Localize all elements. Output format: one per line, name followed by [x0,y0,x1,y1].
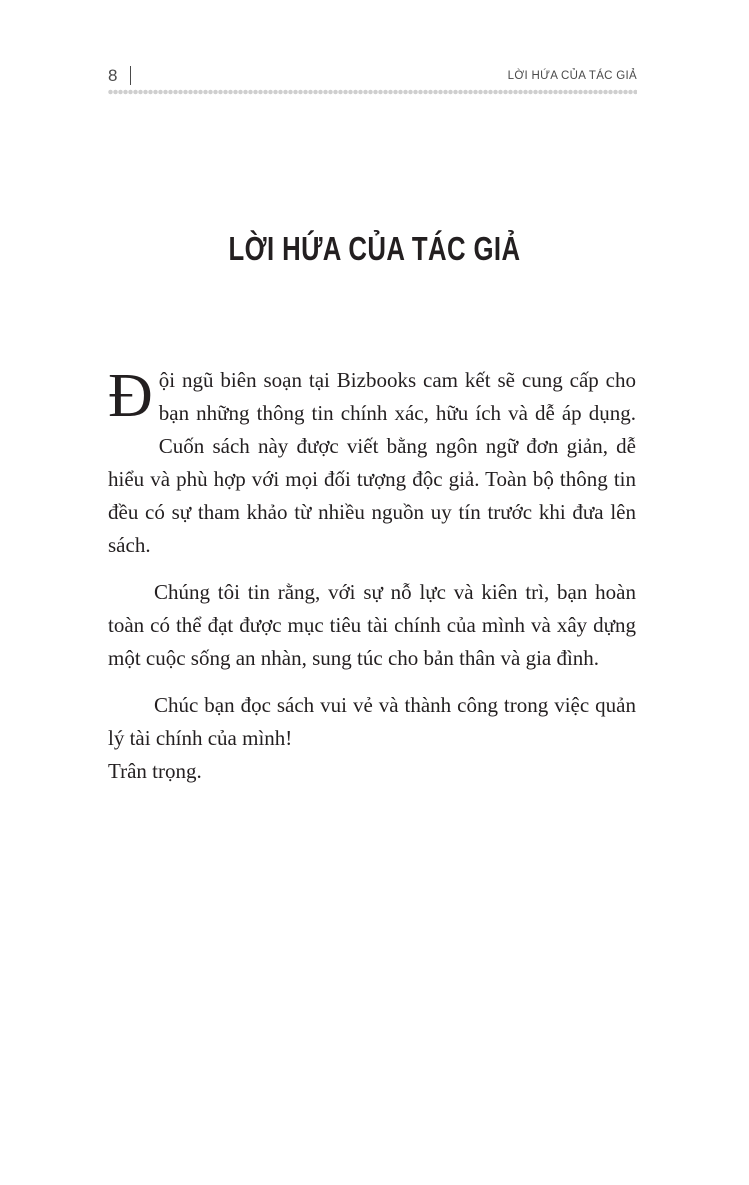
running-header-title: LỜI HỨA CỦA TÁC GIẢ [507,70,637,82]
drop-cap: Đ [108,362,153,430]
running-header [108,66,637,88]
page-number: 8 [108,66,118,85]
paragraph-3: Chúc bạn đọc sách vui vẻ và thành công trong việc quản lý tài chính của mình! [108,693,636,750]
paragraph-1-text: ội ngũ biên soạn tại Bizbooks cam kết sẽ cung cấp cho bạn những thông tin chính xác, hữu ích và dễ áp dụng. Cuốn sách này được viết bằng ngôn ngữ đơn giản, dễ hiểu và phù hợp với mọi đối tượng độc giả. Toàn bộ thông tin đều có sự tham khảo từ nhiều nguồn uy tín trước khi đưa lên sách. [108,368,636,557]
body-text [108,364,636,788]
paragraph-2: Chúng tôi tin rằng, với sự nỗ lực và kiên trì, bạn hoàn toàn có thể đạt được mục tiêu tài chính của mình và xây dựng một cuộc sống an nhàn, sung túc cho bản thân và gia đình. [108,580,636,670]
chapter-title: LỜI HỨA CỦA TÁC GIẢ [228,230,521,267]
header-separator [130,66,131,85]
paragraph-1 [108,364,636,562]
dotted-header-rule [108,88,637,96]
signature: Trân trọng. [108,759,202,783]
